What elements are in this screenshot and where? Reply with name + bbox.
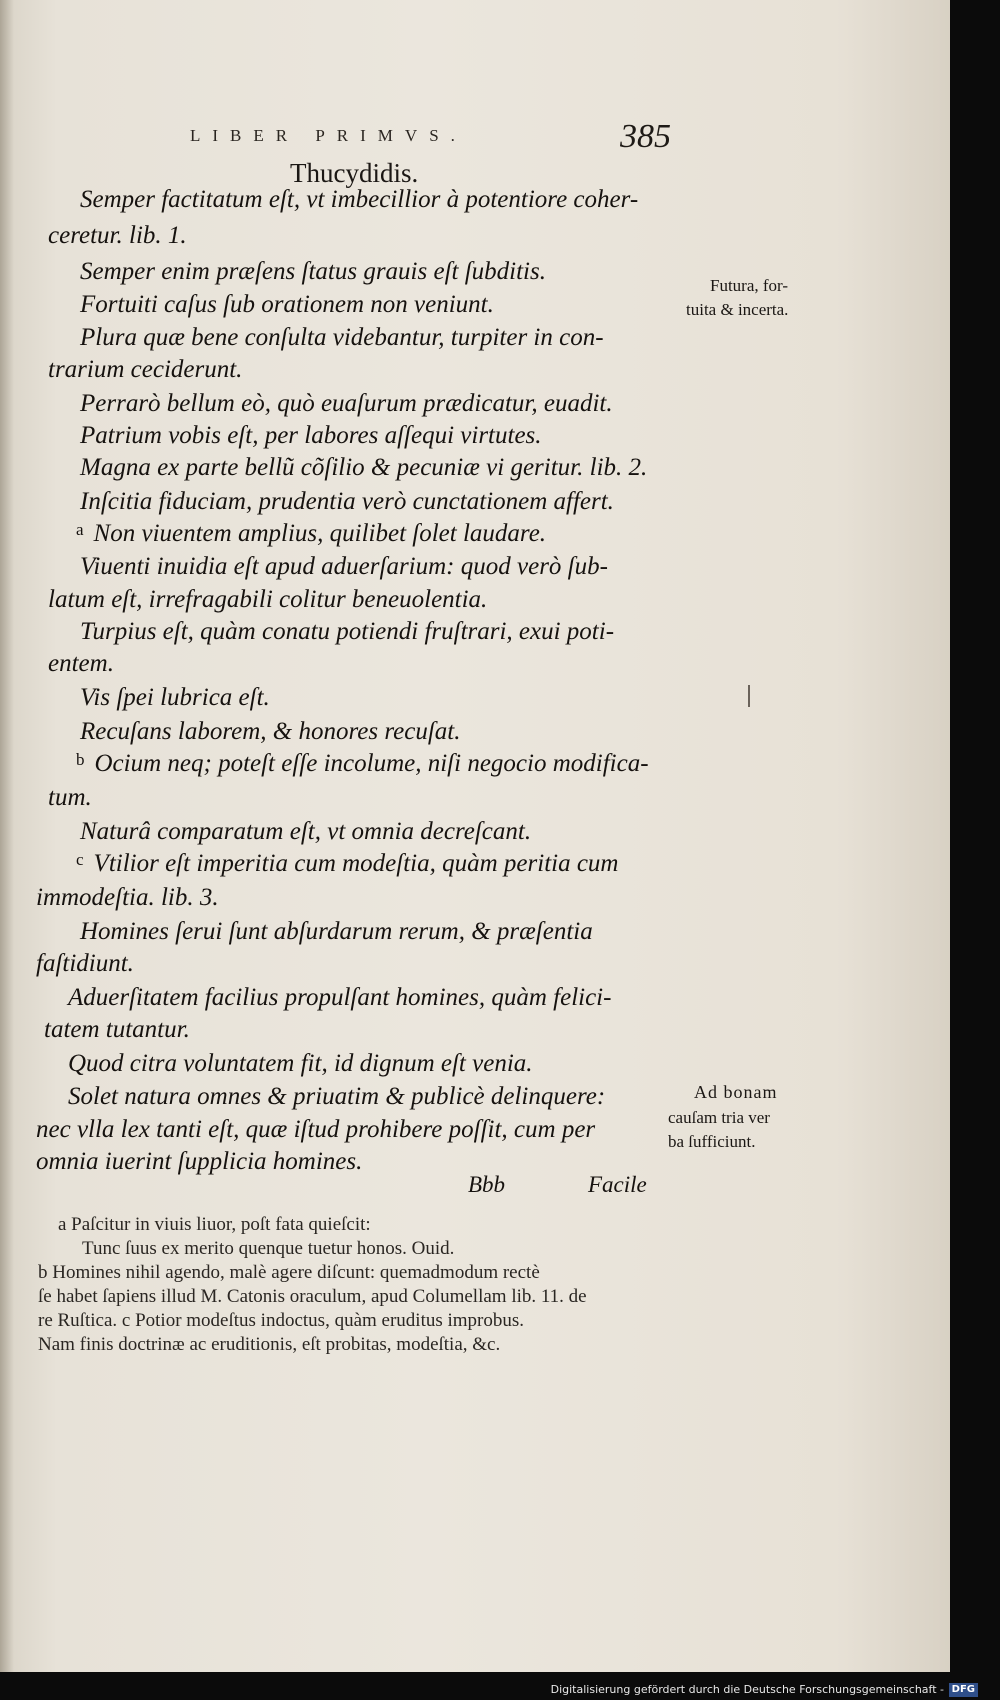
margin-note-line: Futura, for-	[710, 276, 789, 295]
body-line: Magna ex parte bellũ cõſilio & pecuniæ vi geritur. lib. 2.	[80, 454, 648, 481]
body-line: tum.	[48, 784, 92, 811]
body-line: omnia iuerint ſupplicia homines.	[36, 1148, 363, 1175]
footnote-line: Nam finis doctrinæ ac eruditionis, eſt probitas, modeſtia, &c.	[38, 1334, 501, 1355]
body-line: $^c$ Vtilior eſt imperitia cum modeſtia, quàm peritia cum	[76, 850, 619, 877]
body-line: Turpius eſt, quàm conatu potiendi fruſtrari, exui poti-	[80, 618, 615, 645]
running-head: LIBER PRIMVS.	[190, 126, 467, 145]
body-line: Semper enim præſens ſtatus grauis eſt ſubditis.	[80, 258, 546, 285]
footnote-marker: b	[76, 750, 85, 769]
body-line: Solet natura omnes & priuatim & publicè delinquere:	[68, 1083, 606, 1110]
body-line: Semper factitatum eſt, vt imbecillior à potentiore coher-	[80, 186, 639, 213]
body-line: Fortuiti caſus ſub orationem non veniunt.	[80, 291, 494, 318]
footnote-line: re Ruſtica. c Potior modeſtus indoctus, quàm eruditus improbus.	[38, 1310, 525, 1331]
dfg-logo: DFG	[949, 1683, 978, 1697]
digitization-footer	[0, 1680, 1000, 1700]
catchword: Facile	[588, 1172, 647, 1197]
footnote-line: b Homines nihil agendo, malè agere diſcunt: quemadmodum rectè	[38, 1262, 540, 1283]
margin-note-line: tuita & incerta.	[686, 300, 789, 319]
body-line: Viuenti inuidia eſt apud aduerſarium: quod verò ſub-	[80, 553, 608, 580]
footnote-line: a Paſcitur in viuis liuor, poſt fata quieſcit:	[58, 1214, 371, 1235]
body-line: Aduerſitatem facilius propulſant homines, quàm felici-	[68, 984, 612, 1011]
body-line: faſtidiunt.	[36, 950, 134, 977]
margin-note-line: cauſam tria ver	[668, 1108, 770, 1127]
body-line: Vis ſpei lubrica eſt.	[80, 684, 270, 711]
section-title: Thucydidis.	[290, 158, 419, 188]
body-line: latum eſt, irrefragabili colitur beneuolentia.	[48, 586, 488, 613]
body-line: immodeſtia. lib. 3.	[36, 884, 219, 911]
body-line: Naturâ comparatum eſt, vt omnia decreſcant.	[80, 818, 532, 845]
signature-mark: Bbb	[468, 1172, 506, 1197]
margin-note-line: Ad bonam	[694, 1082, 778, 1102]
margin-note-line: ba ſufficiunt.	[668, 1132, 756, 1151]
body-line: Quod citra voluntatem fit, id dignum eſt venia.	[68, 1050, 533, 1077]
body-line: nec vlla lex tanti eſt, quæ iſtud prohibere poſſit, cum per	[36, 1116, 596, 1143]
footnote-marker: c	[76, 850, 84, 869]
page-number: 385	[620, 118, 671, 155]
ink-mark	[748, 685, 750, 707]
body-line: Patrium vobis eſt, per labores aſſequi virtutes.	[80, 422, 542, 449]
body-line: Homines ſerui ſunt abſurdarum rerum, & præſentia	[80, 918, 593, 945]
body-line: entem.	[48, 650, 114, 677]
body-line: $^a$ Non viuentem amplius, quilibet ſolet laudare.	[76, 520, 547, 547]
body-line: Inſcitia fiduciam, prudentia verò cunctationem affert.	[80, 488, 614, 515]
body-line: tatem tutantur.	[44, 1016, 190, 1043]
body-line: trarium ceciderunt.	[48, 356, 243, 383]
funding-credit: Digitalisierung gefördert durch die Deutsche Forschungsgemeinschaft -	[550, 1683, 944, 1696]
body-line: Plura quæ bene conſulta videbantur, turpiter in con-	[80, 324, 604, 351]
footnote-marker: a	[76, 520, 84, 539]
body-line: Recuſans laborem, & honores recuſat.	[80, 718, 461, 745]
body-line: ceretur. lib. 1.	[48, 222, 187, 249]
footnote-line: ſe habet ſapiens illud M. Catonis oraculum, apud Columellam lib. 11. de	[38, 1286, 587, 1307]
body-line: $^b$ Ocium neq; poteſt eſſe incolume, niſi negocio modifica-	[76, 750, 649, 777]
footnote-line: Tunc ſuus ex merito quenque tuetur honos. Ouid.	[82, 1238, 455, 1259]
body-line: Perrarò bellum eò, quò euaſurum prædicatur, euadit.	[80, 390, 613, 417]
